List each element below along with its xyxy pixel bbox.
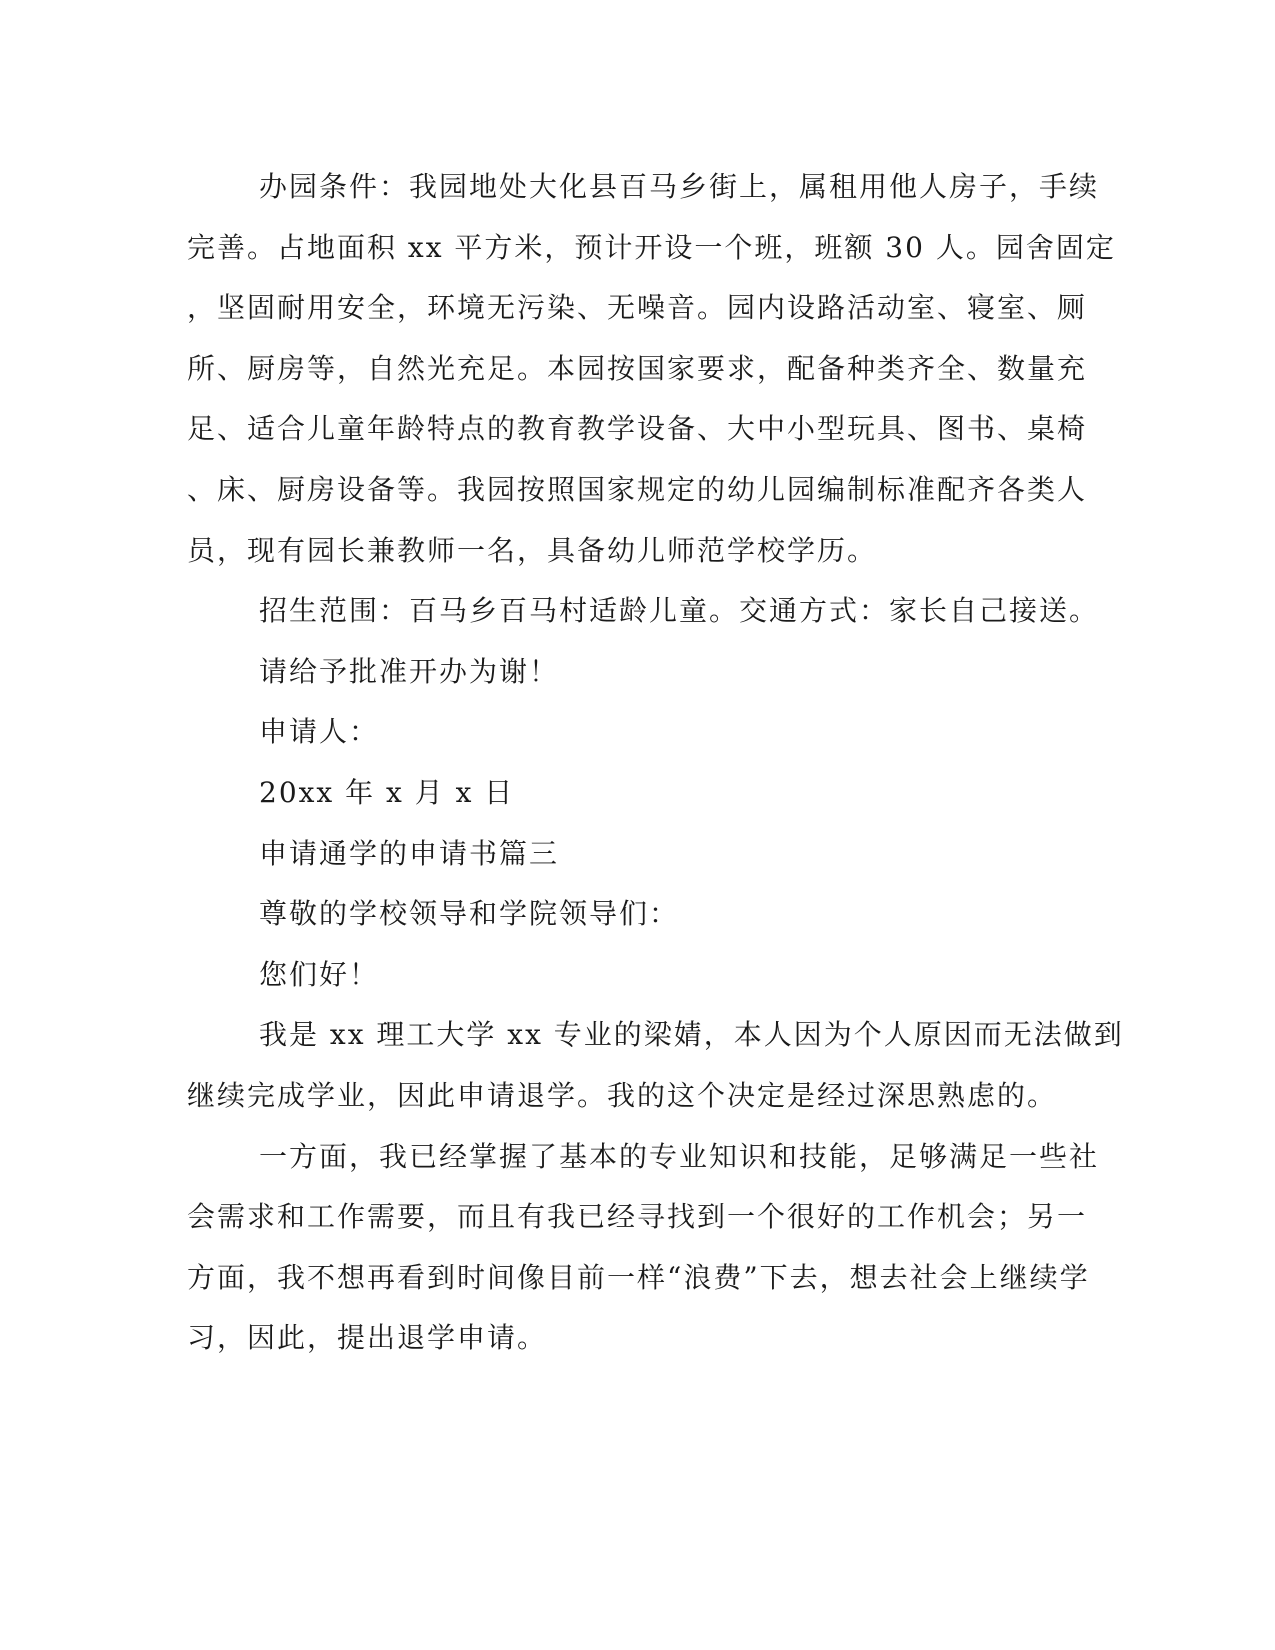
text-line: 习，因此，提出退学申请。 <box>187 1321 548 1355</box>
paragraph-reasons <box>187 1127 1100 1369</box>
date-line <box>187 763 1067 824</box>
text-line: 继续完成学业，因此申请退学。我的这个决定是经过深思熟虑的。 <box>187 1078 1058 1112</box>
text-line: 招生范围：百马乡百马村适龄儿童。交通方式：家长自己接送。 <box>259 594 1100 628</box>
text-line: 会需求和工作需要，而且有我已经寻找到一个很好的工作机会；另一 <box>187 1200 1088 1234</box>
section-title <box>187 824 1067 885</box>
text-line: ，坚固耐用安全，环境无污染、无噪音。园内设路活动室、寝室、厕 <box>187 291 1088 325</box>
applicant-label <box>187 702 1067 763</box>
paragraph-intro <box>187 1005 1124 1126</box>
text-line: 您们好！ <box>259 957 380 991</box>
text-line: 申请人： <box>259 715 380 749</box>
greeting <box>187 945 1067 1006</box>
text-line: 申请通学的申请书篇三 <box>259 836 560 870</box>
salutation <box>187 884 1067 945</box>
text-line: 尊敬的学校领导和学院领导们： <box>259 897 680 931</box>
paragraph-request <box>187 642 1067 703</box>
text-line: 我是 xx 理工大学 xx 专业的梁婧，本人因为个人原因而无法做到 <box>259 1018 1124 1052</box>
text-line: 方面，我不想再看到时间像目前一样“浪费”下去，想去社会上继续学 <box>187 1260 1090 1294</box>
text-line: 办园条件：我园地处大化县百马乡街上，属租用他人房子，手续 <box>259 170 1100 203</box>
text-line: 请给予批准开办为谢！ <box>259 654 560 688</box>
paragraph-enrollment <box>187 581 1100 642</box>
paragraph-conditions <box>187 157 1116 581</box>
text-line: 足、适合儿童年龄特点的教育教学设备、大中小型玩具、图书、桌椅 <box>187 412 1088 446</box>
text-line: 员，现有园长兼教师一名，具备幼儿师范学校学历。 <box>187 533 878 567</box>
text-line: 、床、厨房设备等。我园按照国家规定的幼儿园编制标准配齐各类人 <box>187 472 1088 506</box>
text-line: 完善。占地面积 xx 平方米，预计开设一个班，班额 30 人。园舍固定 <box>187 230 1116 264</box>
text-line: 一方面，我已经掌握了基本的专业知识和技能，足够满足一些社 <box>259 1139 1100 1173</box>
text-line: 20xx 年 x 月 x 日 <box>259 775 515 809</box>
text-line: 所、厨房等，自然光充足。本园按国家要求，配备种类齐全、数量充 <box>187 351 1088 385</box>
document-body <box>187 157 1124 1369</box>
